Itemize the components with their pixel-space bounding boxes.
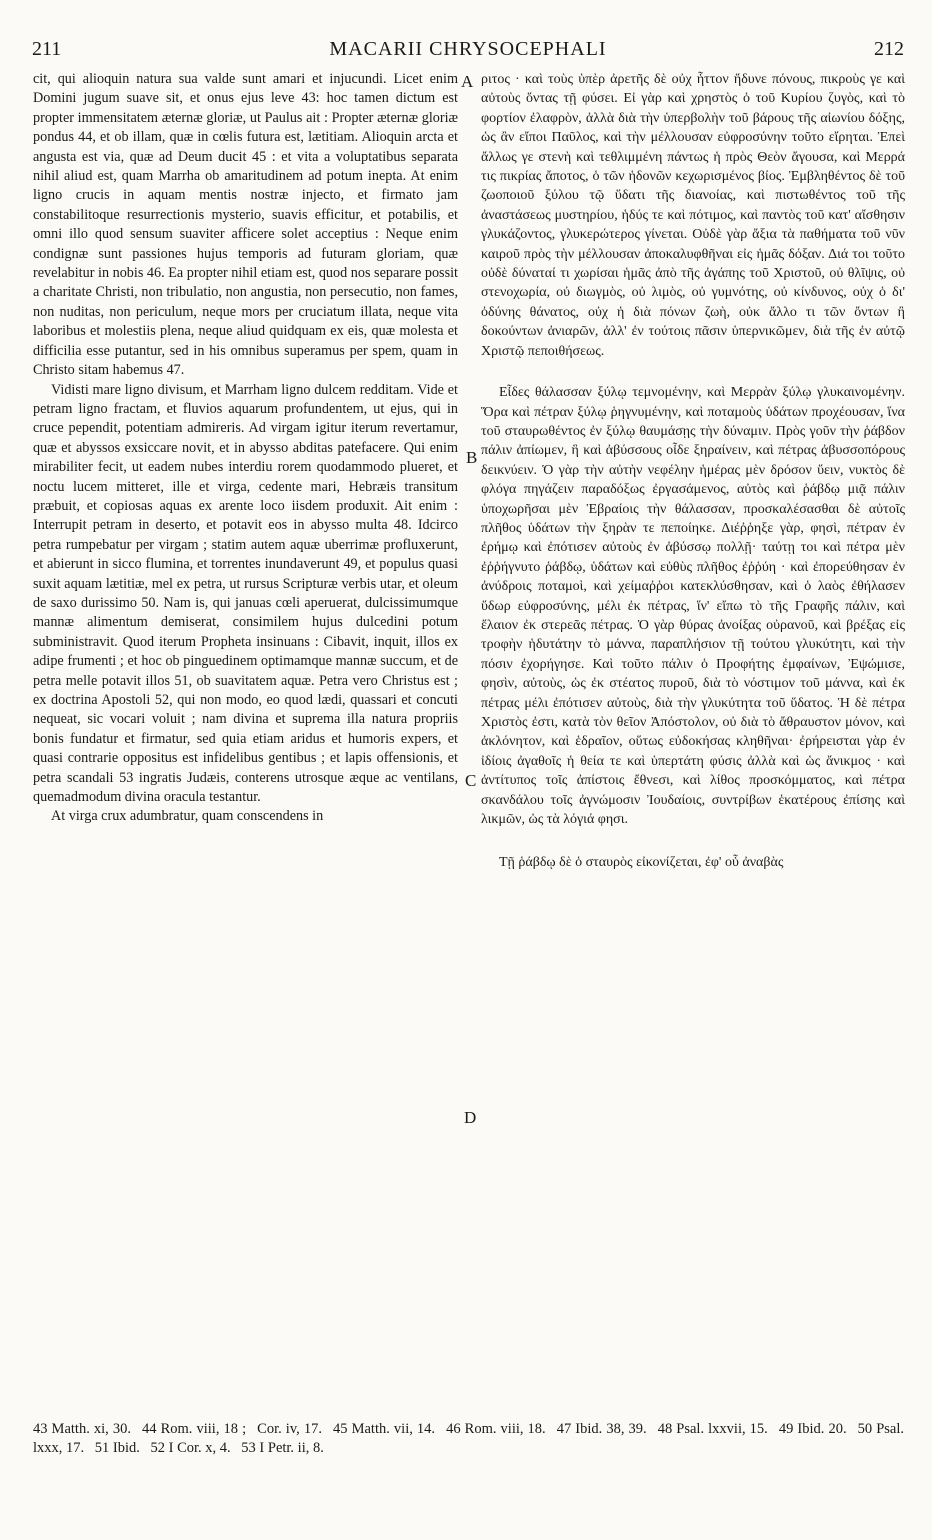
section-letter-a: A (461, 72, 474, 91)
footnote: 53 I Petr. ii, 8. (241, 1440, 324, 1456)
footnotes (33, 1420, 904, 1458)
footnote: 49 Ibid. 20. (778, 1421, 847, 1437)
footnote: 45 Matth. vii, 14. (333, 1421, 436, 1437)
footnote: 47 Ibid. 38, 39. (556, 1421, 647, 1437)
footnote: 48 Psal. lxxvii, 15. (657, 1421, 768, 1437)
section-letter-d: D (464, 1108, 477, 1127)
page-number-right: 212 (874, 38, 904, 60)
latin-paragraph: cit, qui alioquin natura sua valde sunt amari et injucundi. Licet enim Domini jugum suave sit, et onus ejus leve 43: hoc tamen dictum est propter immensitatem æternæ gloriæ, ut Paulus ait : Propter æternæ gloriæ pondus 44, et ob illam, quæ in cœlis futura est, lætitiam. Alioquin arcta et angusta est via, quæ ad Deum ducit 45 : et vita a voluptatibus separata nihil aliud est, quam Marrha ob amaritudinem ad potum inepta. At enim ligno crucis in aquam mentis nostræ injecto, et firmato jam constabilitoque resurrectionis mysterio, suavis efficitur, et potabilis, et omni illo quod sensum suaviter afficere solet acceptius : Neque enim condignæ sunt passiones hujus temporis ad futuram gloriam, quæ revelabitur in nobis 46. Ea propter nihil etiam est, quod nos separare possit a charitate Christi, non tribulatio, non angustia, non persecutio, non fames, non nuditas, non periculum, neque mors per cruciatum illata, neque vita laboribus et molestiis plena, neque aliud quidquam ex eis, quæ molesta et difficilia esse putantur, sed in his omnibus superamus per spem, quam in Christo sitam habemus 47. (33, 71, 458, 379)
latin-paragraph: At virga crux adumbratur, quam conscendens in (51, 808, 324, 825)
greek-paragraph: ριτος · καὶ τοὺς ὑπὲρ ἀρετῆς δὲ οὐχ ἧττον ἥδυνε πόνους, πικροὺς γε καὶ αὐτοὺς ὄντας τῇ φύσει. Εἰ γὰρ καὶ χρηστὸς ὁ τοῦ Κυρίου ζυγὸς, καὶ τὸ φορτίον ἐλαφρὸν, ἀλλὰ διὰ τὴν ὑπερβολὴν τοῦ βάρους τῆς αἰωνίου δόξης, ὡς ἂν εἴποι Παῦλος, καὶ τὴν μέλλουσαν εὐφροσύνην τοῦτο εἴρηται. Ἐπεὶ ἄλλως γε στενὴ καὶ τεθλιμμένη πάντως ἡ πρὸς Θεὸν ἄγουσα, καὶ Μερρά τις πικρίας ἄποτος, ὁ τῶν ἡδονῶν κεχωρισμένος βίος. Ἐμβληθέντος δὲ τοῦ ζωοποιοῦ ξύλου τῷ ὕδατι τῆς διανοίας, καὶ πιστωθέντος τοῦ τῆς ἀναστάσεως μυστηρίου, ἡδύς τε καὶ πότιμος, καὶ παντὸς τοῦ κατ' αἴσθησιν γλυκάζοντος, γλυκερώτερος γίνεται. Οὐδὲ γὰρ ἄξια τὰ παθήματα τοῦ νῦν καιροῦ πρὸς τὴν μέλλουσαν ἀποκαλυφθῆναι εἰς ἡμᾶς δόξαν. Διά τοι τοῦτο οὐδὲ δύναταί τι χωρίσαι ἡμᾶς ἀπὸ τῆς ἀγάπης τοῦ Χριστοῦ, οὐ θλῖψις, οὐ στενοχωρία, οὐ διωγμὸς, οὐ λιμὸς, οὐ γυμνότης, οὐ κίνδυνος, οὐχ ὁ δι' ὀδύνης θάνατος, οὐχ ἡ διὰ πόνων ζωὴ, οὐκ ἄλλο τι τῶν ὄντων ἢ δοκούντων ἀνιαρῶν, ἀλλ' ἐν τούτοις πᾶσιν ὑπερνικῶμεν, διὰ τῆς ἐν αὐτῷ Χριστῷ πεποιθήσεως. (481, 72, 905, 359)
running-title: MACARII CHRYSOCEPHALI (329, 38, 607, 60)
greek-column (481, 70, 905, 873)
page-header (32, 38, 904, 64)
latin-paragraph: Vidisti mare ligno divisum, et Marrham ligno dulcem redditam. Vide et petram ligno fractam, et fluvios aquarum profundentem, ut ejus, qui in cruce pependit, potentiam admireris. Ad virgam igitur iterum revertamur, quæ et abyssos exsiccare novit, et in abysso abditas patefacere. Qui enim mirabiliter fecit, ut eadem nubes interdiu rorem quodammodo plueret, et noctu lucem mitteret, ille et virga, cedente mari, Hebræis transitum præbuit, et copiosas aquas ex arente loco iisdem produxit. Ait enim : Interrupit petram in deserto, et potavit eos in abysso multa 48. Idcirco petra rumpebatur per virgam ; statim autem aquæ uberrimæ profluxerunt, et abierunt in sicco flumina, et torrentes inundaverunt 49, et populus quasi suxit aquam lætitiæ, mel ex petra, ut rursus Scripturæ verbis utar, et oleum de saxo durissimo 50. Nam is, qui januas cœli aperuerat, dulcissimumque mannæ alimentum demiserat, consimilem hujus dulcedini potum subministravit. Quod iterum Propheta insinuans : Cibavit, inquit, illos ex adipe frumenti ; et hoc ob pinguedinem optimamque mannæ succum, et de petra melle potavit illos 51, ob suavitatem aquæ. Petra vero Christus est ; ex doctrina Apostoli 52, qui non modo, eo quod lædi, quassari et concuti nequeat, sic vocari voluit ; nam divina et suprema illa natura propriis bonis fundatur et firmatur, sed quia etiam aridus et humoris expers, et quasi contrarie oppositus est infidelibus gentibus ; et lapis offensionis, et petra scandali 53 ingratis Judæis, conterens utrosque æque ac ventilans, quemadmodum divina oracula testantur. (33, 381, 458, 806)
page-number-left: 211 (32, 38, 62, 60)
section-letter-b: B (466, 448, 478, 467)
greek-paragraph: Εἶδες θάλασσαν ξύλῳ τεμνομένην, καὶ Μερρὰν ξύλῳ γλυκαινομένην. Ὅρα καὶ πέτραν ξύλῳ ῥηγνυμένην, καὶ ποταμοὺς ὑδάτων προχέουσαν, ἵνα τοῦ σταυρωθέντος ἐν ξύλῳ θαυμάσῃς τὴν δύναμιν. Πρὸς γοῦν τὴν ῥάβδον πάλιν ἀπίωμεν, ἣ καὶ ἀβύσσους οἶδε ξηραίνειν, καὶ πέτρας ἀβυσσοπόρους δεικνύειν. Ὁ γὰρ τὴν αὐτὴν νεφέλην ἡμέρας μὲν δρόσον ὕειν, νυκτὸς δὲ φλόγα πηγάζειν παραδόξως ἐργασάμενος, αὐτὸς καὶ ῥάβδῳ μιᾷ πάλιν ὑποχωρῆσαι μὲν Ἑβραίοις τὴν θάλασσαν, προσκαλέσασθαι δὲ αὐτοῖς πλῆθος ὑδάτων τὴν ξηρὰν τε πεποίηκε. Διέῤῥηξε γὰρ, φησὶ, πέτραν ἐν ἐρήμῳ καὶ ἐπότισεν αὐτοὺς ἐν ἀβύσσῳ πολλῇ· ταύτῃ τοι καὶ πέτρα μὲν ἐῤῥήγνυτο ῥάβδῳ, ὑδάτων καὶ εὐθὺς πλῆθος ἐῤῥύη · καὶ ἐπορεύθησαν ἐν ἀνύδροις ποταμοὶ, καὶ χείμαῤῥοι κατεκλύσθησαν, καὶ ὁ λαὸς ἐθήλασεν ὕδωρ εὐφροσύνης, μέλι ἐκ πέτρας, ἵν' εἴπω τὸ τῆς Γραφῆς πάλιν, καὶ ἔλαιον ἐκ στερεᾶς πέτρας. Ὁ γὰρ θύρας ἀνοίξας οὐρανοῦ, καὶ βρέξας εἰς τροφὴν ἡδυτάτην τὸ μάννα, παραπλήσιον τῇ τούτου γλυκύτητι, καὶ τὴν πόσιν ἐχορήγησε. Καὶ τοῦτο πάλιν ὁ Προφήτης ἐμφαίνων, Ἐψώμισε, φησὶν, αὐτοὺς, ὡς ἐκ στέατος πυροῦ, διὰ τὸ νόστιμον τοῦ μάννα, καὶ ἐκ πέτρας μέλι ἐπότισεν αὐτοὺς, διὰ τὴν γλυκύτητα τοῦ ὕδατος. Ἡ δὲ πέτρα Χριστὸς ἐστι, κατὰ τὸν θεῖον Ἀπόστολον, οὐ διὰ τὸ ἄθραυστον μόνον, καὶ ἀκλόνητον, καὶ ἑδραῖον, οὕτως εὐδοκήσας κληθῆναι· ἐρήρεισται γὰρ ἐν ἰδίοις ἀγαθοῖς ἡ θεία τε καὶ ὑπερτάτη φύσις ἀλλὰ καὶ ὡς ἄνικμος · καὶ ἀντίτυπος τοῖς ἀπίστοις ἔθνεσι, καὶ λίθος προσκόμματος, καὶ πέτρα σκανδάλου τοῖς ἀγνώμοσιν Ἰουδαίοις, συντρίβων ἑκατέρους ἐπίσης καὶ λικμῶν, ὡς τὰ λόγιά φησι. (481, 385, 905, 828)
footnote: 44 Rom. viii, 18 ; (142, 1421, 247, 1437)
footnote: 52 I Cor. x, 4. (150, 1440, 231, 1456)
section-letter-c: C (465, 771, 477, 790)
footnote: Cor. iv, 17. (257, 1421, 322, 1437)
footnote: 46 Rom. viii, 18. (446, 1421, 546, 1437)
footnote: 51 Ibid. (94, 1440, 140, 1456)
greek-paragraph: Τῇ ῥάβδῳ δὲ ὁ σταυρὸς εἰκονίζεται, ἐφ' οὗ ἀναβὰς (499, 855, 784, 871)
footnote: 50 Psal. lxxx, 17. (33, 1421, 905, 1456)
footnote: 43 Matth. xi, 30. (33, 1421, 131, 1437)
latin-column (33, 70, 458, 827)
